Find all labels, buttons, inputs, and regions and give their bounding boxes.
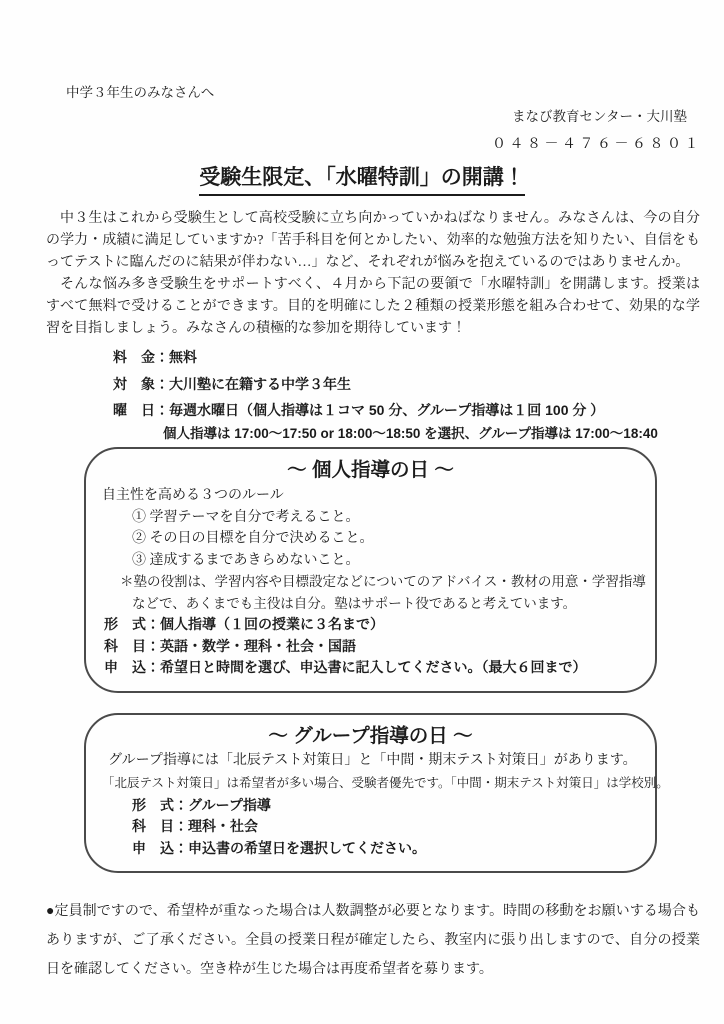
rule-item-1: ① 学習テーマを自分で考えること。 bbox=[132, 509, 360, 525]
group-format: 形 式：グループ指導 bbox=[132, 796, 271, 813]
intro-section bbox=[46, 208, 700, 340]
document-title bbox=[0, 165, 724, 196]
capacity-notice: ●定員制ですので、希望枠が重なった場合は人数調整が必要となります。時間の移動をお願いする場合もありますが、ご了承ください。全員の授業日程が確定したら、教室内に張り出しますので、自分の授業日を確認してください。空き枠が生じた場合は再度希望者を募ります。 bbox=[46, 904, 700, 977]
term-day-schedule: 個人指導は 17:00～17:50 or 18:00～18:50 を選択、グループ指導は 17:00～18:40 bbox=[163, 425, 658, 441]
intro-paragraph-2: そんな悩み多き受験生をサポートすべく、４月から下記の要領で「水曜特訓」を開講します。授業はすべて無料で受けることができます。目的を明確にした２種類の授業形態を組み合わせて、効果的な学習を目指しましょう。みなさんの積極的な参加を期待しています！ bbox=[46, 277, 700, 336]
group-subjects: 科 目：理科・社会 bbox=[132, 818, 258, 834]
personal-apply: 申 込：希望日と時間を選び、申込書に記入してください。（最大６回まで） bbox=[104, 659, 587, 675]
rule-item-3: ③ 達成するまであきらめないこと。 bbox=[132, 552, 360, 568]
group-box-intro-line-1: グループ指導には「北辰テスト対策日」と「中間・期末テスト対策日」があります。 bbox=[108, 752, 637, 768]
group-instruction-box bbox=[84, 713, 669, 874]
term-target: 対 象：大川塾に在籍する中学３年生 bbox=[113, 375, 351, 392]
personal-box-title: ～ 個人指導の日 ～ bbox=[287, 458, 454, 481]
group-box-intro-line-2: 「北辰テスト対策日」は希望者が多い場合、受験者優先です。「中間・期末テスト対策日」は学校別。 bbox=[102, 776, 669, 790]
header-right bbox=[0, 108, 724, 152]
term-fee: 料 金：無料 bbox=[113, 349, 197, 365]
personal-box-lead: 自主性を高める３つのルール bbox=[102, 487, 284, 503]
school-name: まなび教育センター・大川塾 bbox=[512, 109, 687, 124]
group-apply: 申 込：申込書の希望日を選択してください。 bbox=[132, 839, 426, 856]
greeting-line: 中学３年生のみなさんへ bbox=[66, 85, 215, 100]
personal-subjects: 科 目：英語・数学・理科・社会・国語 bbox=[104, 637, 356, 654]
group-box-title: ～ グループ指導の日 ～ bbox=[268, 724, 473, 747]
personal-format: 形 式：個人指導（１回の授業に３名まで） bbox=[104, 616, 384, 632]
personal-box-note-line-1: ＊塾の役割は、学習内容や目標設定などについてのアドバイス・教材の用意・学習指導 bbox=[120, 574, 646, 589]
rule-item-2: ② その日の目標を自分で決めること。 bbox=[132, 531, 374, 546]
document-title-text: 受験生限定、「水曜特訓」の開講！ bbox=[199, 165, 525, 196]
intro-paragraph-1: 中３生はこれから受験生として高校受験に立ち向かっていかねばなりません。みなさんは、今の自分の学力・成績に満足していますか?「苦手科目を何とかしたい、効率的な勉強方法を知りたい、自信をもってテストに臨んだのに結果が伴わない…」など、それぞれが悩みを抱えているのではありませんか。 bbox=[46, 211, 700, 270]
terms-list bbox=[113, 344, 724, 424]
term-day: 曜 日：毎週水曜日（個人指導は１コマ 50 分、グループ指導は１回 100 分 ） bbox=[113, 402, 605, 418]
personal-box-note-line-2: などで、あくまでも主役は自分。塾はサポート役であると考えています。 bbox=[132, 595, 577, 611]
personal-instruction-box bbox=[84, 447, 657, 693]
phone-number: ０４８－４７６－６８０１ bbox=[492, 135, 702, 151]
